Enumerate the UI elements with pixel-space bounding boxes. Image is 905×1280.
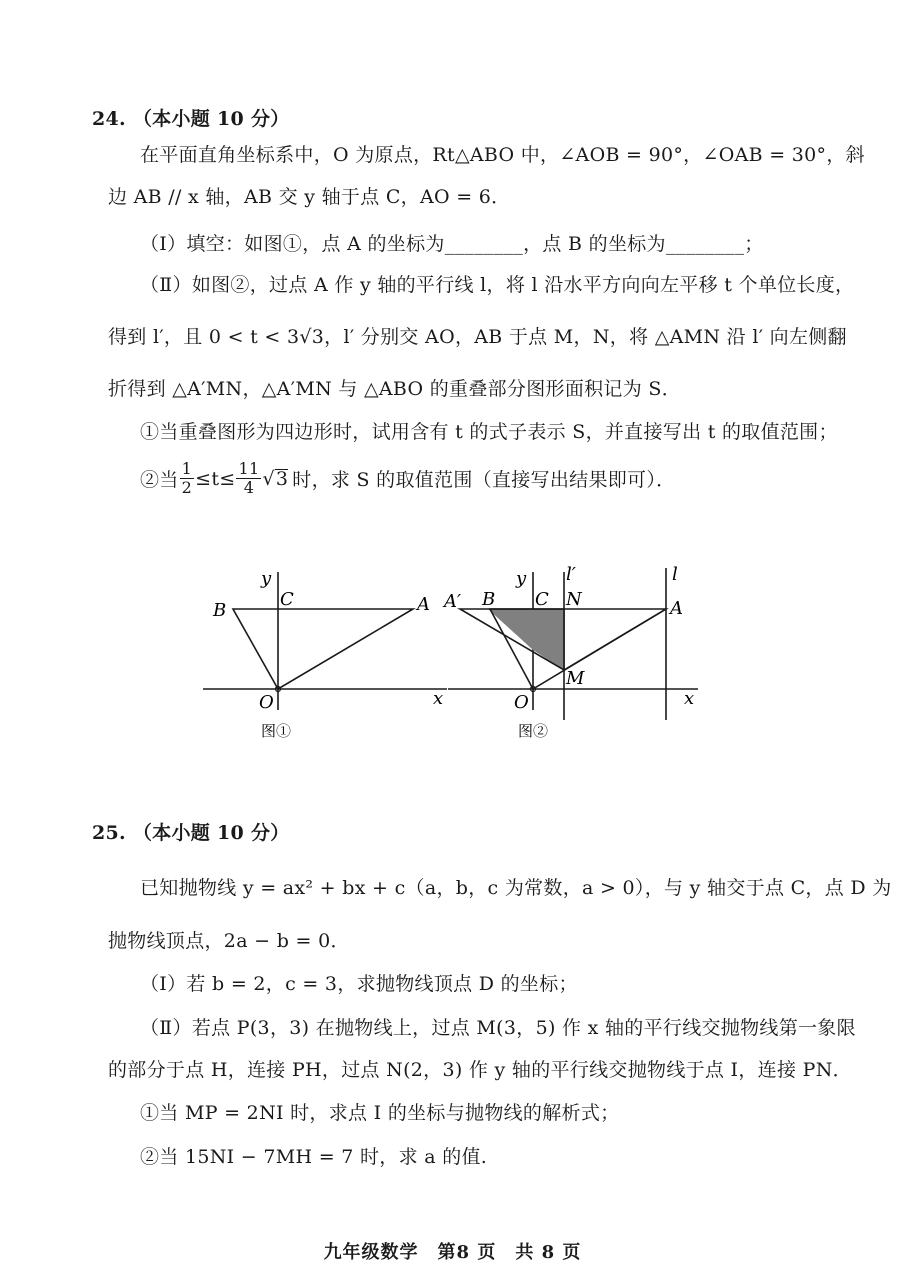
figure-2: [440, 560, 705, 750]
fraction-eleven-fourths: [236, 460, 261, 497]
frac2-denominator: 4: [243, 478, 255, 497]
fig2-label-x: x: [684, 688, 695, 709]
q24-sub1: ①当重叠图形为四边形时，试用含有 t 的式子表示 S，并直接写出 t 的取值范围；: [140, 421, 838, 443]
q25-sub2: ②当 15NI − 7MH = 7 时，求 a 的值.: [140, 1146, 488, 1168]
sqrt-sign: √: [262, 467, 275, 490]
frac1-numerator: 1: [181, 459, 193, 478]
q24-stem-line2: 边 AB // x 轴，AB 交 y 轴于点 C，AO = 6．: [108, 186, 511, 208]
q24-part2-line2: 得到 l′，且 0 < t < 3√3，l′ 分别交 AO，AB 于点 M，N，将 △AMN 沿 l′ 向左侧翻: [108, 326, 847, 348]
q25-stem-line2: 抛物线顶点，2a − b = 0．: [108, 930, 350, 952]
q25-stem-line1: 已知抛物线 y = ax² + bx + c（a，b，c 为常数，a > 0），与 y 轴交于点 C，点 D 为: [140, 877, 892, 899]
q25-part2-line2: 的部分于点 H，连接 PH，过点 N(2，3) 作 y 轴的平行线交抛物线于点 I，连接 PN．: [108, 1059, 852, 1081]
q24-part1: （Ⅰ）填空：如图①，点 A 的坐标为________，点 B 的坐标为________；: [140, 233, 764, 255]
q24-stem-line1: 在平面直角坐标系中，O 为原点，Rt△ABO 中，∠AOB = 90°，∠OAB = 30°，斜: [140, 144, 865, 166]
fig2-label-o: O: [514, 692, 529, 713]
q25-part1: （Ⅰ）若 b = 2，c = 3，求抛物线顶点 D 的坐标；: [140, 973, 578, 995]
frac2-numerator: 11: [238, 459, 260, 478]
fig1-label-b: B: [213, 600, 227, 621]
q25-part2-line1: （Ⅱ）若点 P(3，3) 在抛物线上，过点 M(3，5) 作 x 轴的平行线交抛物线第一象限: [140, 1017, 856, 1039]
q24-header: 24. （本小题 10 分）: [92, 108, 290, 130]
q24-sub2-mid: ≤t≤: [195, 467, 236, 490]
fig2-label-c: C: [535, 589, 549, 610]
fig1-label-x: x: [433, 688, 444, 709]
fig2-label-a: A: [670, 598, 683, 619]
fig2-label-m: M: [566, 668, 585, 689]
sqrt-radicand: 3: [275, 468, 289, 490]
fig2-caption: 图②: [518, 722, 549, 740]
fig1-label-o: O: [259, 692, 274, 713]
fig2-segment-am: [564, 609, 666, 670]
fig1-triangle-abo: [233, 609, 413, 689]
page-footer: 九年级数学 第8 页 共 8 页: [323, 1242, 582, 1263]
fig1-caption: 图①: [261, 722, 292, 740]
fig2-label-b: B: [482, 589, 496, 610]
figure-1: [195, 560, 465, 750]
q24-sub2: [140, 460, 675, 497]
fig2-label-a-prime: A′: [444, 591, 462, 612]
fig2-label-l-prime: l′: [566, 564, 576, 585]
q25-sub1: ①当 MP = 2NI 时，求点 I 的坐标与抛物线的解析式；: [140, 1102, 620, 1124]
fig2-label-n: N: [566, 589, 582, 610]
fig1-label-a: A: [417, 594, 430, 615]
q24-part2-line3: 折得到 △A′MN，△A′MN 与 △ABO 的重叠部分图形面积记为 S．: [108, 378, 681, 400]
q24-part2-line1: （Ⅱ）如图②，过点 A 作 y 轴的平行线 l，将 l 沿水平方向向左平移 t 个单位长度，: [140, 274, 855, 296]
fig2-label-y: y: [516, 568, 527, 589]
fig2-label-l: l: [672, 564, 678, 585]
q24-sub2-prefix: ②当: [140, 469, 179, 491]
frac1-denominator: 2: [181, 478, 193, 497]
q25-header: 25. （本小题 10 分）: [92, 822, 290, 844]
fig1-label-c: C: [280, 589, 294, 610]
q24-sub2-suffix: 时，求 S 的取值范围（直接写出结果即可）．: [292, 469, 676, 491]
fig2-overlap-region: [488, 609, 564, 670]
fig1-label-y: y: [261, 568, 272, 589]
fraction-one-half: [180, 460, 194, 497]
